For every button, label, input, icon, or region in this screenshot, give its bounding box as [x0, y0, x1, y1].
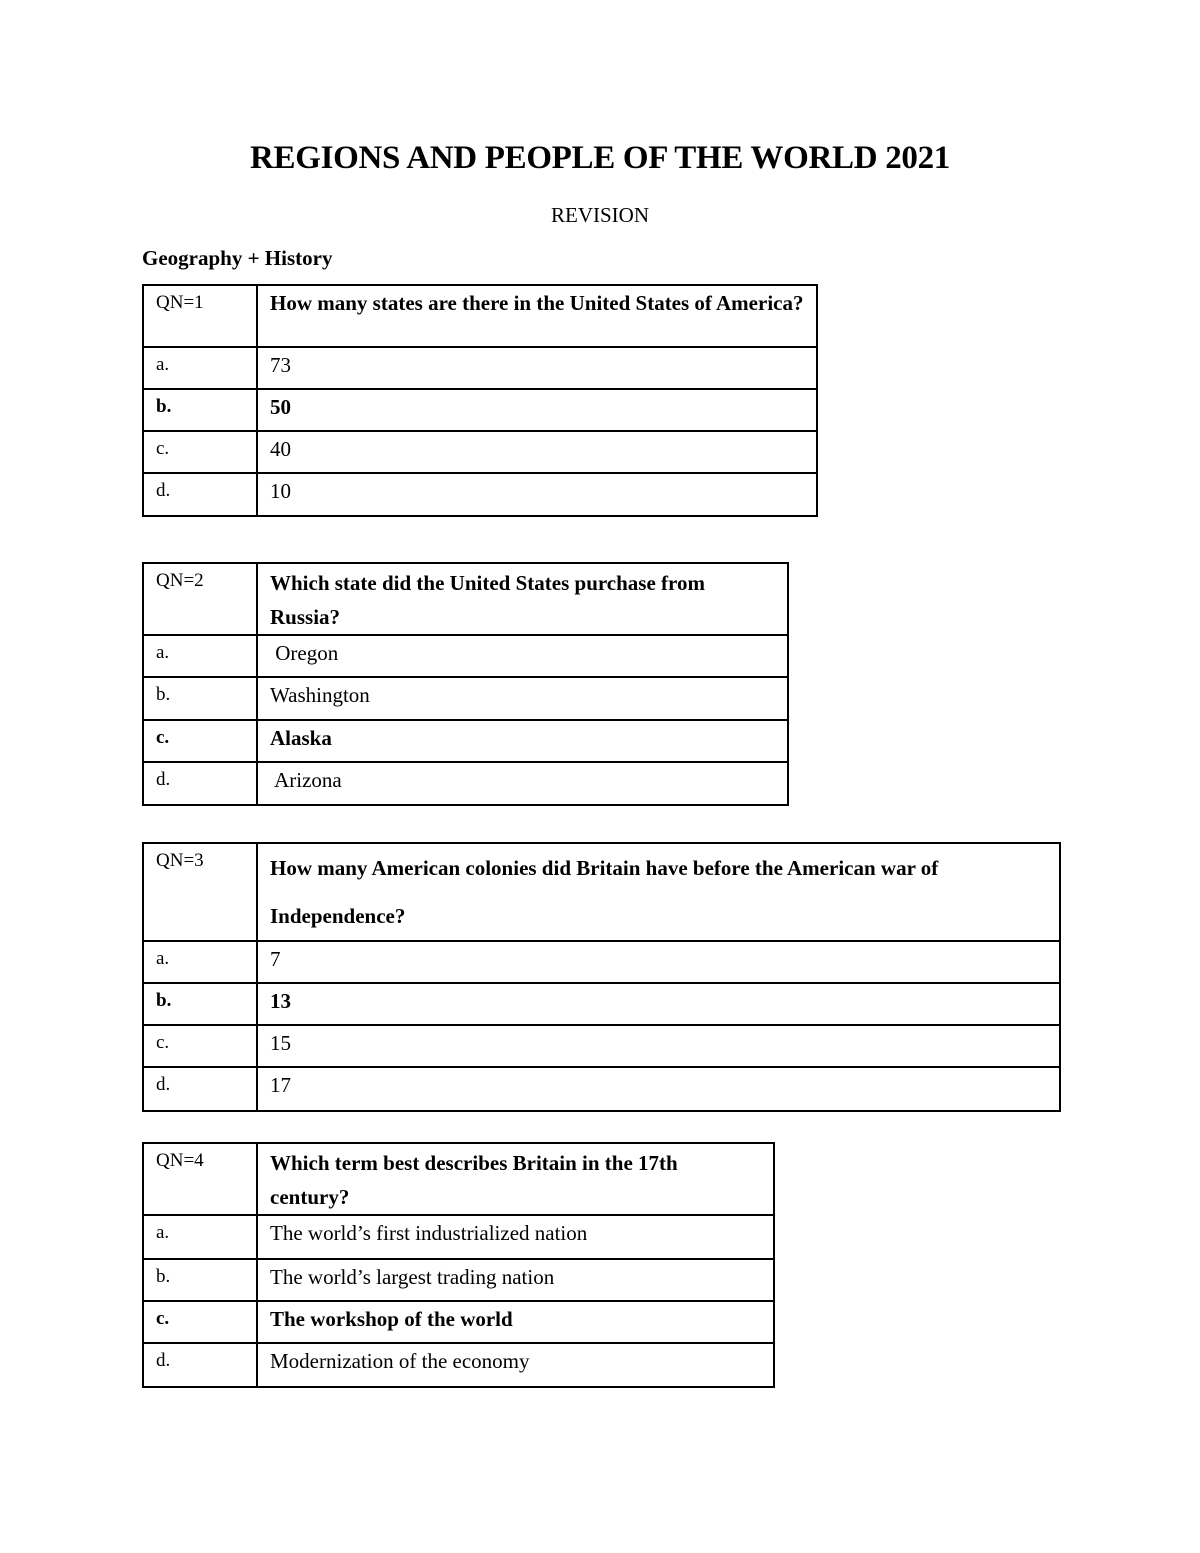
- option-text: 17: [257, 1067, 1060, 1111]
- option-text: Arizona: [257, 762, 788, 805]
- option-letter: b.: [143, 389, 257, 431]
- document-title: REGIONS AND PEOPLE OF THE WORLD 2021: [249, 140, 951, 176]
- question-text: How many states are there in the United States of America?: [257, 285, 817, 347]
- option-letter: a.: [143, 1215, 257, 1259]
- question-table-2: [142, 562, 789, 806]
- document-subtitle: REVISION: [551, 203, 649, 227]
- section-label: Geography + History: [142, 246, 333, 270]
- question-text: How many American colonies did Britain have before the American war of Independence?: [257, 843, 1060, 941]
- question-number: QN=2: [143, 563, 257, 635]
- question-number: QN=3: [143, 843, 257, 941]
- option-letter: c.: [143, 1301, 257, 1343]
- option-letter: b.: [143, 1259, 257, 1301]
- option-letter: c.: [143, 720, 257, 762]
- option-text-correct: 13: [257, 983, 1060, 1025]
- option-text: The world’s first industrialized nation: [257, 1215, 774, 1259]
- question-text: Which term best describes Britain in the 17th century?: [257, 1143, 774, 1215]
- option-letter: a.: [143, 941, 257, 983]
- option-text: The world’s largest trading nation: [257, 1259, 774, 1301]
- question-number: QN=1: [143, 285, 257, 347]
- option-letter: c.: [143, 1025, 257, 1067]
- question-table-4: [142, 1142, 775, 1388]
- option-text-correct: Alaska: [257, 720, 788, 762]
- option-text: 73: [257, 347, 817, 389]
- option-text-correct: The workshop of the world: [257, 1301, 774, 1343]
- option-letter: a.: [143, 347, 257, 389]
- option-letter: d.: [143, 1343, 257, 1387]
- option-text: 15: [257, 1025, 1060, 1067]
- question-number: QN=4: [143, 1143, 257, 1215]
- option-text: 10: [257, 473, 817, 516]
- option-text: Oregon: [257, 635, 788, 677]
- option-letter: a.: [143, 635, 257, 677]
- option-letter: b.: [143, 983, 257, 1025]
- option-letter: d.: [143, 1067, 257, 1111]
- option-letter: c.: [143, 431, 257, 473]
- option-text: Modernization of the economy: [257, 1343, 774, 1387]
- option-text: 7: [257, 941, 1060, 983]
- question-table-3: [142, 842, 1061, 1112]
- question-table-1: [142, 284, 818, 517]
- option-letter: b.: [143, 677, 257, 720]
- question-text: Which state did the United States purchase from Russia?: [257, 563, 788, 635]
- option-letter: d.: [143, 762, 257, 805]
- option-text-correct: 50: [257, 389, 817, 431]
- option-text: 40: [257, 431, 817, 473]
- option-letter: d.: [143, 473, 257, 516]
- option-text: Washington: [257, 677, 788, 720]
